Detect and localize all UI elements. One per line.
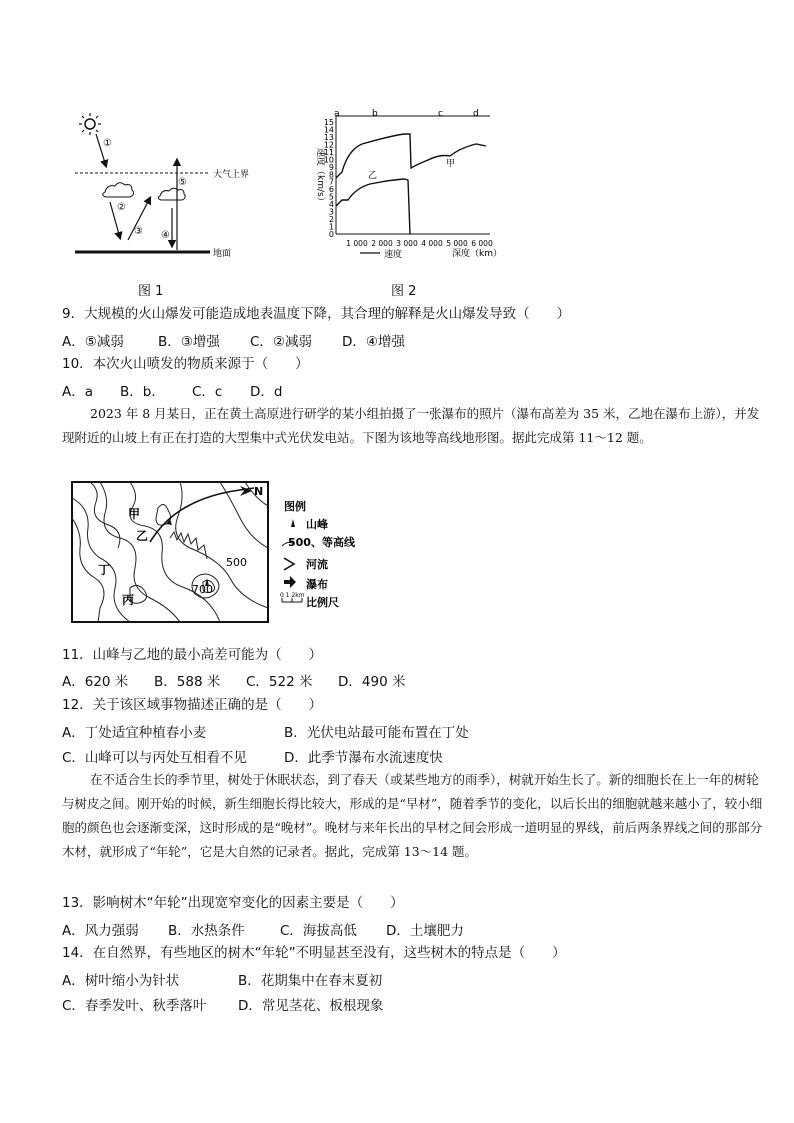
option[interactable]: D．土壤肥力 [386,923,464,939]
y-tick-label: 11 [323,147,334,157]
contour-label-700: 700 [192,583,213,596]
y-tick-label: 3 [328,207,334,217]
x-tick-label: 2 000 [371,239,393,248]
ground-label: 地面 [213,249,232,259]
y-tick-label: 7 [328,177,334,187]
y-tick-label: 0 [328,230,334,239]
curve-jia-label: 甲 [446,159,456,169]
option[interactable]: C．春季发叶、秋季落叶 [62,998,207,1014]
option[interactable]: A．丁处适宜种植春小麦 [62,725,207,741]
cloud-icon [158,188,185,200]
legend-title: 图例 [284,500,306,513]
legend-peak-icon [291,519,295,527]
option[interactable]: B．③增强 [158,334,220,350]
question-10-stem: 10．本次火山喷发的物质来源于（ ） [62,356,309,372]
x-tick-label: 1 000 [346,239,368,248]
figure-1-caption: 图 1 [138,284,164,299]
option[interactable]: B．588 米 [154,674,221,690]
y-tick-label: 1 [328,222,334,232]
question-12-stem: 12．关于该区域事物描述正确的是（ ） [62,697,323,713]
option[interactable]: D．d [250,384,283,400]
contour-map [70,478,390,628]
y-axis-label: 速度（km/s） [315,148,325,206]
legend-river-icon [284,558,294,570]
figure-2-seismic-chart [300,108,510,268]
question-13-stem: 13．影响树木“年轮”出现宽窄变化的因素主要是（ ） [62,895,404,911]
question-11-stem: 11．山峰与乙地的最小高差可能为（ ） [62,647,323,663]
layer-label-c: c [438,109,443,119]
option[interactable]: D．490 米 [338,674,406,690]
legend-item-peak: 山峰 [306,518,328,531]
y-tick-label: 9 [328,162,334,172]
question-14-stem: 14．在自然界，有些地区的树木“年轮”不明显甚至没有，这些树木的特点是（ ） [62,945,566,961]
legend-item-scale: 比例尺 [306,596,339,609]
figure-1-radiation-diagram [70,110,270,270]
option[interactable]: C．山峰可以与丙处互相看不见 [62,750,247,766]
arrow-4-label: ④ [161,230,170,241]
y-tick-label: 13 [323,132,334,142]
question-13-options [62,919,464,939]
north-label: N [254,485,264,498]
option[interactable]: C．②减弱 [250,334,313,350]
x-tick-label: 6 000 [471,239,493,248]
y-tick-label: 10 [323,155,334,165]
x-tick-label: 4 000 [421,239,443,248]
atmosphere-top-label: 大气上界 [213,170,250,180]
scale-text: 0 1 2km [280,592,305,599]
y-tick-label: 6 [328,185,334,195]
sun-icon [79,113,101,135]
question-12-options-row1 [62,721,469,741]
question-14-options-row2 [62,994,383,1014]
layer-label-d: d [473,109,479,119]
map-frame [72,482,268,622]
legend-label: 速度 [384,250,403,260]
y-tick-label: 15 [323,118,334,127]
north-arrow-icon [240,486,252,496]
curve-jia [336,134,486,178]
option[interactable]: B．b． [120,384,165,400]
question-12-options-row2 [62,746,443,766]
option[interactable]: B．光伏电站最可能布置在丁处 [284,725,469,741]
option[interactable]: C．522 米 [246,674,313,690]
legend-item-waterfall: 瀑布 [306,578,328,591]
option[interactable]: A．a [62,384,94,400]
curve-yi [336,179,410,234]
place-label-bing: 丙 [122,593,135,607]
place-label-ding: 丁 [98,563,111,577]
legend-item-river: 河流 [306,558,328,571]
option[interactable]: D．常见茎花、板根现象 [238,998,384,1014]
cloud-icon [103,183,134,197]
arrow-3-label: ③ [134,226,143,237]
contour-label-500: 500 [226,556,247,569]
option[interactable]: C．c [192,384,223,400]
y-tick-label: 2 [328,215,334,225]
passage-tree-rings: 在不适合生长的季节里，树处于休眠状态，到了春天（或某些地方的雨季），树就开始生长了。新的细胞长在上一年的树轮与树皮之间。刚开始的时候，新生细胞长得比较大，形成的是“早材”，随着季节的变化，以后长出的细胞就越来越小了，较小细胞的颜色也会逐渐变深，这时形成的是“晚材”。晚材与来年长出的早材之间会形成一道明显的界线，前后两条界线之间的那部分木材，就形成了“年轮”，它是大自然的记录者。据此，完成第 13～14 题。 [62,772,763,859]
arrow-1-label: ① [103,138,112,149]
passage-waterfall: 2023 年 8 月某日，正在黄土高原进行研学的某小组拍摄了一张瀑布的照片（瀑布高差为 35 米，乙地在瀑布上游），并发现附近的山坡上有正在打造的大型集中式光伏发电站。下图为该地等高线地形图。据此完成第 11～12 题。 [62,406,760,445]
option[interactable]: A．风力强弱 [62,923,139,939]
question-14-options-row1 [62,969,382,989]
question-9-options [62,330,405,350]
layer-label-b: b [372,109,378,119]
curve-yi-label: 乙 [368,171,378,181]
y-tick-label: 14 [323,125,334,135]
option[interactable]: A．⑤减弱 [62,334,124,350]
y-tick-label: 8 [328,170,334,180]
legend-item-contour: 500、等高线 [288,536,355,549]
option[interactable]: D．此季节瀑布水流速度快 [284,750,443,766]
x-tick-label: 5 000 [446,239,468,248]
x-tick-label: 3 000 [396,239,418,248]
x-axis-label: 深度（km） [452,249,502,259]
y-tick-label: 5 [328,192,334,202]
arrow-2-label: ② [117,202,126,213]
question-9-stem: 9．大规模的火山爆发可能造成地表温度下降，其合理的解释是火山爆发导致（ ） [62,306,571,322]
option[interactable]: B．水热条件 [168,923,245,939]
option[interactable]: D．④增强 [342,334,405,350]
arrow-5-label: ⑤ [178,177,187,188]
place-label-jia: 甲 [128,507,141,521]
y-tick-label: 4 [328,200,334,210]
question-11-options [62,670,405,690]
layer-label-a: a [334,109,340,119]
legend-waterfall-icon [284,576,296,588]
figure-2-caption: 图 2 [391,284,417,299]
y-tick-label: 12 [323,140,334,150]
question-10-options [62,380,282,400]
place-label-yi: 乙 [136,529,149,543]
option[interactable]: C．海拔高低 [280,923,357,939]
option[interactable]: A．620 米 [62,674,129,690]
option[interactable]: A．树叶缩小为针状 [62,973,180,989]
option[interactable]: B．花期集中在春末夏初 [238,973,383,989]
contour-lines [72,482,268,622]
